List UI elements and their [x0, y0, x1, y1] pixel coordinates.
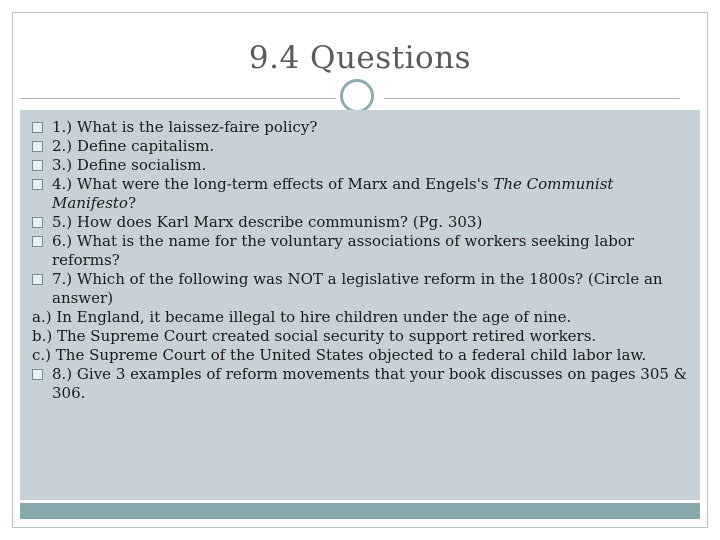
question-3 — [32, 156, 694, 175]
question-1 — [32, 118, 694, 137]
question-6-text: 6.) What is the name for the voluntary associations of workers seeking labor reforms? — [52, 232, 635, 269]
question-3-text: 3.) Define socialism. — [52, 156, 207, 174]
question-8 — [32, 365, 694, 403]
question-list — [32, 118, 694, 403]
option-c: c.) The Supreme Court of the United States objected to a federal child labor law. — [32, 346, 647, 364]
bullet-square-icon — [32, 274, 43, 285]
bullet-square-icon — [32, 122, 43, 133]
question-7 — [32, 270, 694, 308]
question-1-text: 1.) What is the laissez-faire policy? — [52, 118, 318, 136]
circle-ornament-icon — [340, 79, 374, 113]
bullet-square-icon — [32, 236, 43, 247]
question-8-text: 8.) Give 3 examples of reform movements that your book discusses on pages 305 & 306. — [52, 365, 688, 402]
accent-bar — [20, 503, 700, 519]
question-7-text: 7.) Which of the following was NOT a legislative reform in the 1800s? (Circle an answer) — [52, 270, 663, 307]
bullet-square-icon — [32, 217, 43, 228]
bullet-square-icon — [32, 141, 43, 152]
question-4-text: 4.) What were the long-term effects of Marx and Engels's — [52, 175, 494, 193]
book-title: The Communist Manifesto — [52, 175, 614, 212]
question-4 — [32, 175, 694, 213]
bullet-square-icon — [32, 160, 43, 171]
option-a: a.) In England, it became illegal to hire children under the age of nine. — [32, 308, 572, 326]
question-2 — [32, 137, 694, 156]
question-4-end: ? — [127, 194, 136, 212]
question-6 — [32, 232, 694, 270]
bullet-square-icon — [32, 179, 43, 190]
bullet-square-icon — [32, 369, 43, 380]
question-5 — [32, 213, 694, 232]
option-b: b.) The Supreme Court created social security to support retired workers. — [32, 327, 597, 345]
question-2-text: 2.) Define capitalism. — [52, 137, 215, 155]
title-divider-right — [384, 98, 680, 99]
title-divider-left — [20, 98, 336, 99]
slide-title: 9.4 Questions — [248, 40, 472, 76]
question-5-text: 5.) How does Karl Marx describe communism? (Pg. 303) — [52, 213, 483, 231]
